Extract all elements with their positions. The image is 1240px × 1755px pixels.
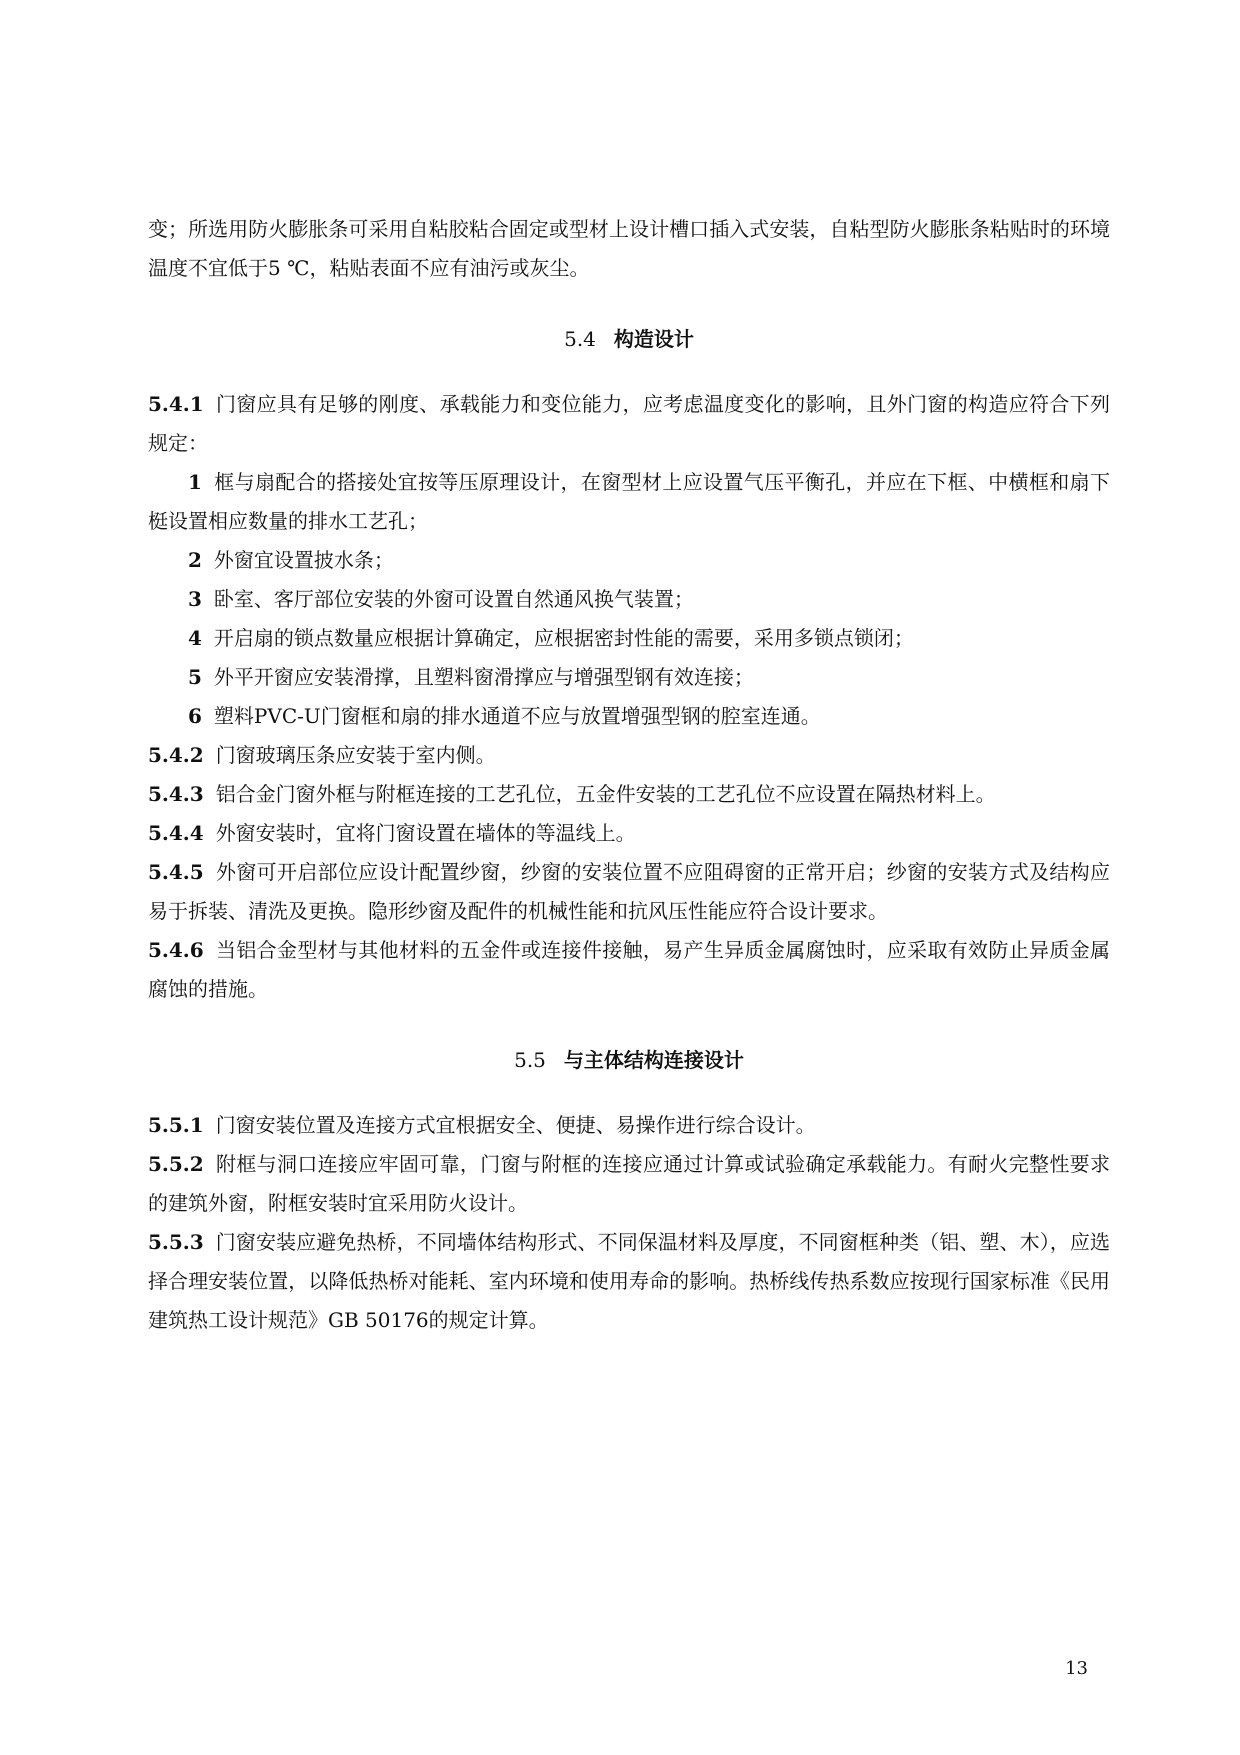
clause-text: 外窗安装时，宜将门窗设置在墙体的等温线上。 bbox=[215, 821, 636, 845]
spacer bbox=[148, 359, 1110, 385]
clause-text: 门窗安装应避免热桥，不同墙体结构形式、不同保温材料及厚度，不同窗框种类（铝、塑、木），应选择合理安装位置，以降低热桥对能耗、室内环境和使用寿命的影响。热桥线传热系数应按现行国家标准《民用建筑热工设计规范》GB 50176的规定计算。 bbox=[148, 1230, 1110, 1332]
page-number: 13 bbox=[1065, 1658, 1088, 1679]
item-number: 4 bbox=[188, 626, 202, 650]
clause-text: 当铝合金型材与其他材料的五金件或连接件接触，易产生异质金属腐蚀时，应采取有效防止异质金属腐蚀的措施。 bbox=[148, 938, 1110, 1001]
clause-text: 门窗应具有足够的刚度、承载能力和变位能力，应考虑温度变化的影响，且外门窗的构造应符合下列规定： bbox=[148, 392, 1110, 455]
clause-5-4-1 bbox=[148, 385, 1110, 463]
clause-text: 附框与洞口连接应牢固可靠，门窗与附框的连接应通过计算或试验确定承载能力。有耐火完整性要求的建筑外窗，附框安装时宜采用防火设计。 bbox=[148, 1152, 1110, 1215]
list-item bbox=[148, 541, 1110, 580]
section-title-text: 构造设计 bbox=[613, 327, 694, 351]
item-text: 塑料PVC-U门窗框和扇的排水通道不应与放置增强型钢的腔室连通。 bbox=[213, 704, 821, 728]
clause-number: 5.4.1 bbox=[148, 392, 204, 416]
clause-number: 5.5.1 bbox=[148, 1113, 204, 1137]
clause-5-4-4 bbox=[148, 814, 1110, 853]
clause-number: 5.4.4 bbox=[148, 821, 204, 845]
item-text: 外窗宜设置披水条； bbox=[213, 548, 394, 572]
clause-5-4-2 bbox=[148, 736, 1110, 775]
intro-paragraph: 变；所选用防火膨胀条可采用自粘胶粘合固定或型材上设计槽口插入式安装，自粘型防火膨胀条粘贴时的环境温度不宜低于5 ℃，粘贴表面不应有油污或灰尘。 bbox=[148, 217, 1110, 280]
item-number: 2 bbox=[188, 548, 202, 572]
list-item bbox=[148, 463, 1110, 541]
list-item bbox=[148, 697, 1110, 736]
list-item bbox=[148, 658, 1110, 697]
item-text: 卧室、客厅部位安装的外窗可设置自然通风换气装置； bbox=[213, 587, 694, 611]
clause-5-4-5 bbox=[148, 853, 1110, 931]
spacer bbox=[148, 1080, 1110, 1106]
clause-5-5-3 bbox=[148, 1223, 1110, 1340]
clause-5-5-2 bbox=[148, 1145, 1110, 1223]
spacer bbox=[148, 288, 1110, 320]
clause-number: 5.5.3 bbox=[148, 1230, 204, 1254]
list-item bbox=[148, 619, 1110, 658]
clause-text: 外窗可开启部位应设计配置纱窗，纱窗的安装位置不应阻碍窗的正常开启；纱窗的安装方式及结构应易于拆装、清洗及更换。隐形纱窗及配件的机械性能和抗风压性能应符合设计要求。 bbox=[148, 860, 1110, 923]
clause-5-4-3 bbox=[148, 775, 1110, 814]
clause-text: 铝合金门窗外框与附框连接的工艺孔位，五金件安装的工艺孔位不应设置在隔热材料上。 bbox=[215, 782, 996, 806]
clause-number: 5.5.2 bbox=[148, 1152, 204, 1176]
clause-number: 5.4.3 bbox=[148, 782, 204, 806]
section-heading-5-4 bbox=[148, 320, 1110, 359]
clause-5-4-6 bbox=[148, 931, 1110, 1009]
clause-text: 门窗安装位置及连接方式宜根据安全、便捷、易操作进行综合设计。 bbox=[215, 1113, 816, 1137]
item-text: 开启扇的锁点数量应根据计算确定，应根据密封性能的需要，采用多锁点锁闭； bbox=[213, 626, 914, 650]
item-number: 1 bbox=[188, 470, 202, 494]
section-number: 5.4 bbox=[564, 327, 596, 351]
item-number: 3 bbox=[188, 587, 202, 611]
clause-5-5-1 bbox=[148, 1106, 1110, 1145]
clause-number: 5.4.5 bbox=[148, 860, 204, 884]
clause-text: 门窗玻璃压条应安装于室内侧。 bbox=[215, 743, 496, 767]
section-number: 5.5 bbox=[514, 1048, 546, 1072]
clause-number: 5.4.6 bbox=[148, 938, 204, 962]
clause-number: 5.4.2 bbox=[148, 743, 204, 767]
page-content bbox=[148, 210, 1110, 1340]
section-heading-5-5 bbox=[148, 1041, 1110, 1080]
item-text: 外平开窗应安装滑撑，且塑料窗滑撑应与增强型钢有效连接； bbox=[213, 665, 754, 689]
item-number: 5 bbox=[188, 665, 202, 689]
spacer bbox=[148, 1009, 1110, 1041]
list-item bbox=[148, 580, 1110, 619]
item-text: 框与扇配合的搭接处宜按等压原理设计，在窗型材上应设置气压平衡孔，并应在下框、中横框和扇下梃设置相应数量的排水工艺孔； bbox=[148, 470, 1110, 533]
section-title-text: 与主体结构连接设计 bbox=[563, 1048, 744, 1072]
item-number: 6 bbox=[188, 704, 202, 728]
